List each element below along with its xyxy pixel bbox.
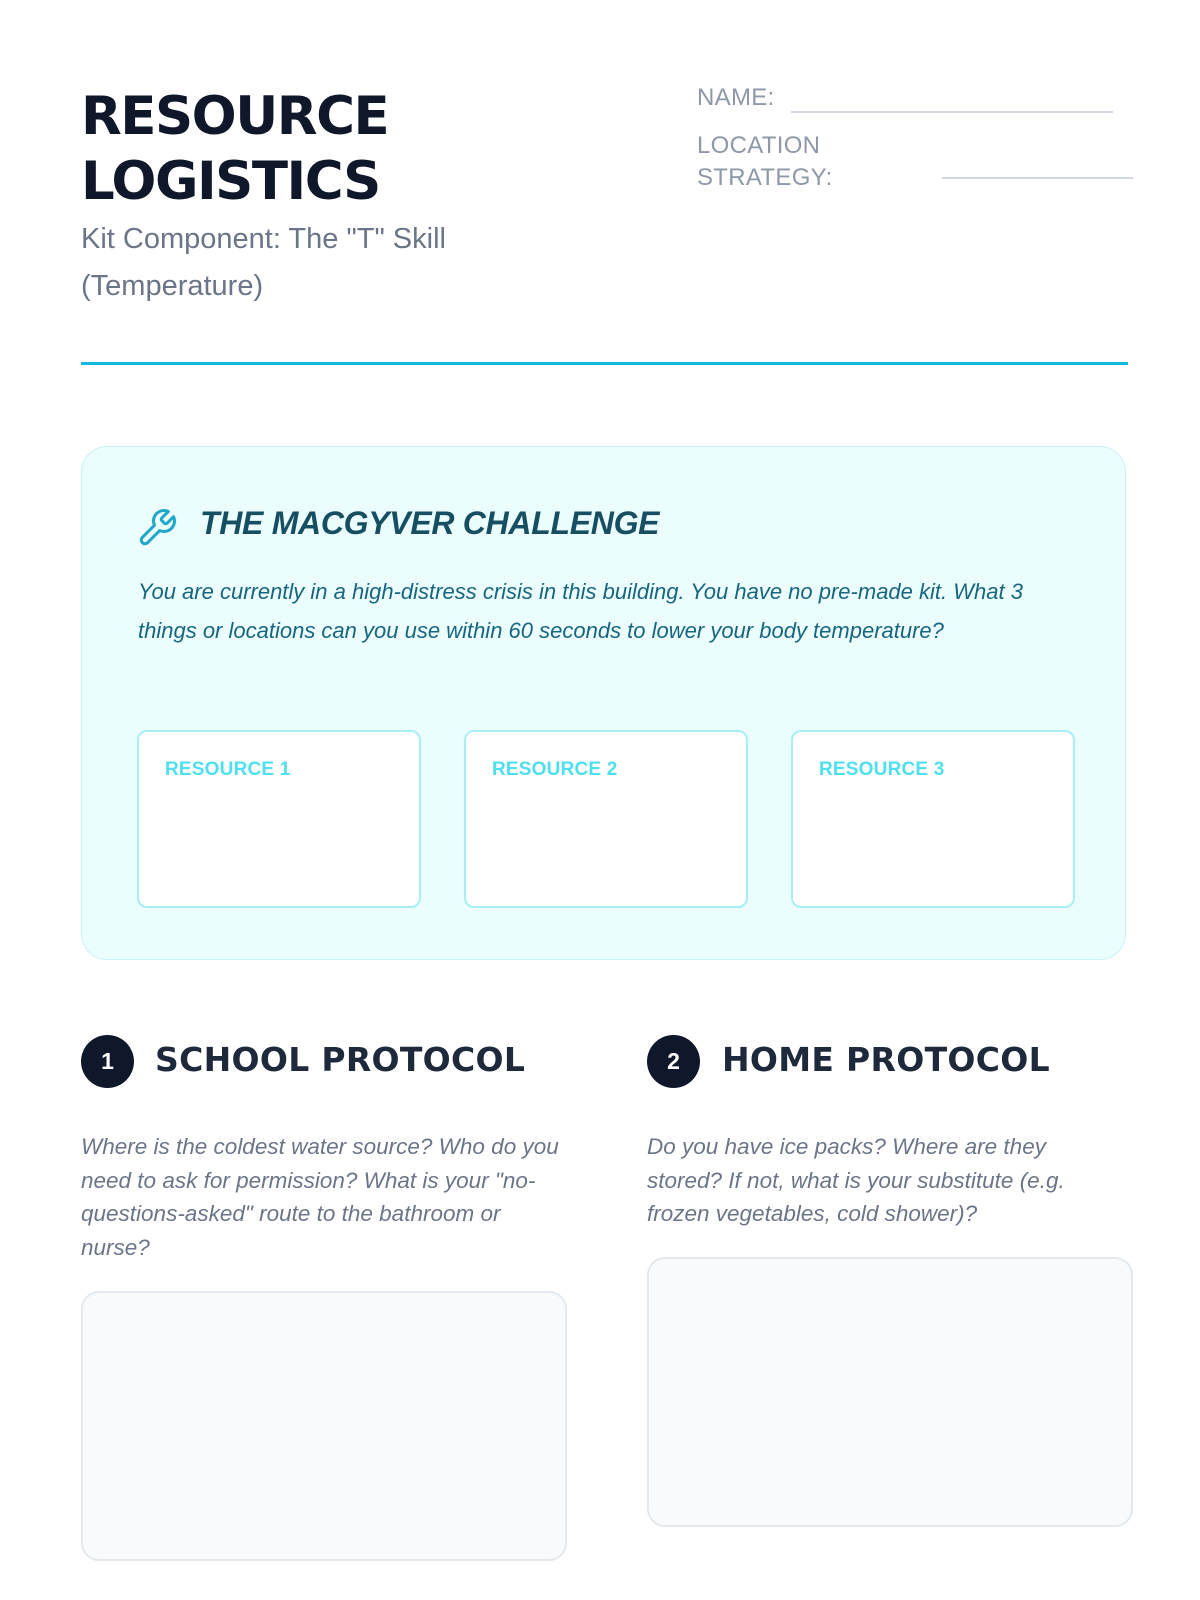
- home-protocol-title: HOME PROTOCOL: [722, 1040, 1050, 1079]
- wrench-icon: [136, 507, 178, 549]
- page-title: [81, 84, 388, 214]
- challenge-title: THE MACGYVER CHALLENGE: [200, 505, 660, 541]
- header-divider: [81, 362, 1128, 365]
- location-label-line-1: LOCATION: [697, 132, 821, 159]
- macgyver-challenge-panel: [81, 446, 1126, 960]
- resource-1-box[interactable]: [137, 730, 421, 908]
- location-strategy-field[interactable]: [942, 177, 1133, 179]
- home-protocol-prompt: Do you have ice packs? Where are they stored? If not, what is your substitute (e.g. frozen vegetables, cold shower)?: [647, 1134, 1065, 1226]
- school-step-badge: 1: [81, 1035, 134, 1088]
- resource-2-label: RESOURCE 2: [492, 759, 618, 780]
- name-field[interactable]: [791, 111, 1113, 113]
- school-protocol-prompt: Where is the coldest water source? Who do you need to ask for permission? What is your "no-questions-asked" route to the bathroom or nurse?: [81, 1134, 559, 1260]
- home-step-badge: 2: [647, 1035, 700, 1088]
- school-protocol-answer-box[interactable]: [81, 1291, 567, 1561]
- resource-3-box[interactable]: [791, 730, 1075, 908]
- challenge-instructions: You are currently in a high-distress crisis in this building. You have no pre-made kit. What 3 things or locations can you use within 60 seconds to lower your body temperature?: [138, 579, 1023, 643]
- page-subtitle: Kit Component: The "T" Skill (Temperature): [81, 223, 446, 302]
- resource-1-label: RESOURCE 1: [165, 759, 291, 780]
- home-protocol-answer-box[interactable]: [647, 1257, 1133, 1527]
- name-label: NAME:: [697, 84, 775, 111]
- title-line-1: RESOURCE: [81, 86, 389, 147]
- location-label: [697, 130, 833, 194]
- title-line-2: LOGISTICS: [81, 151, 380, 212]
- location-label-line-2: STRATEGY:: [697, 164, 833, 191]
- school-protocol-title: SCHOOL PROTOCOL: [155, 1040, 526, 1079]
- resource-3-label: RESOURCE 3: [819, 759, 945, 780]
- resource-2-box[interactable]: [464, 730, 748, 908]
